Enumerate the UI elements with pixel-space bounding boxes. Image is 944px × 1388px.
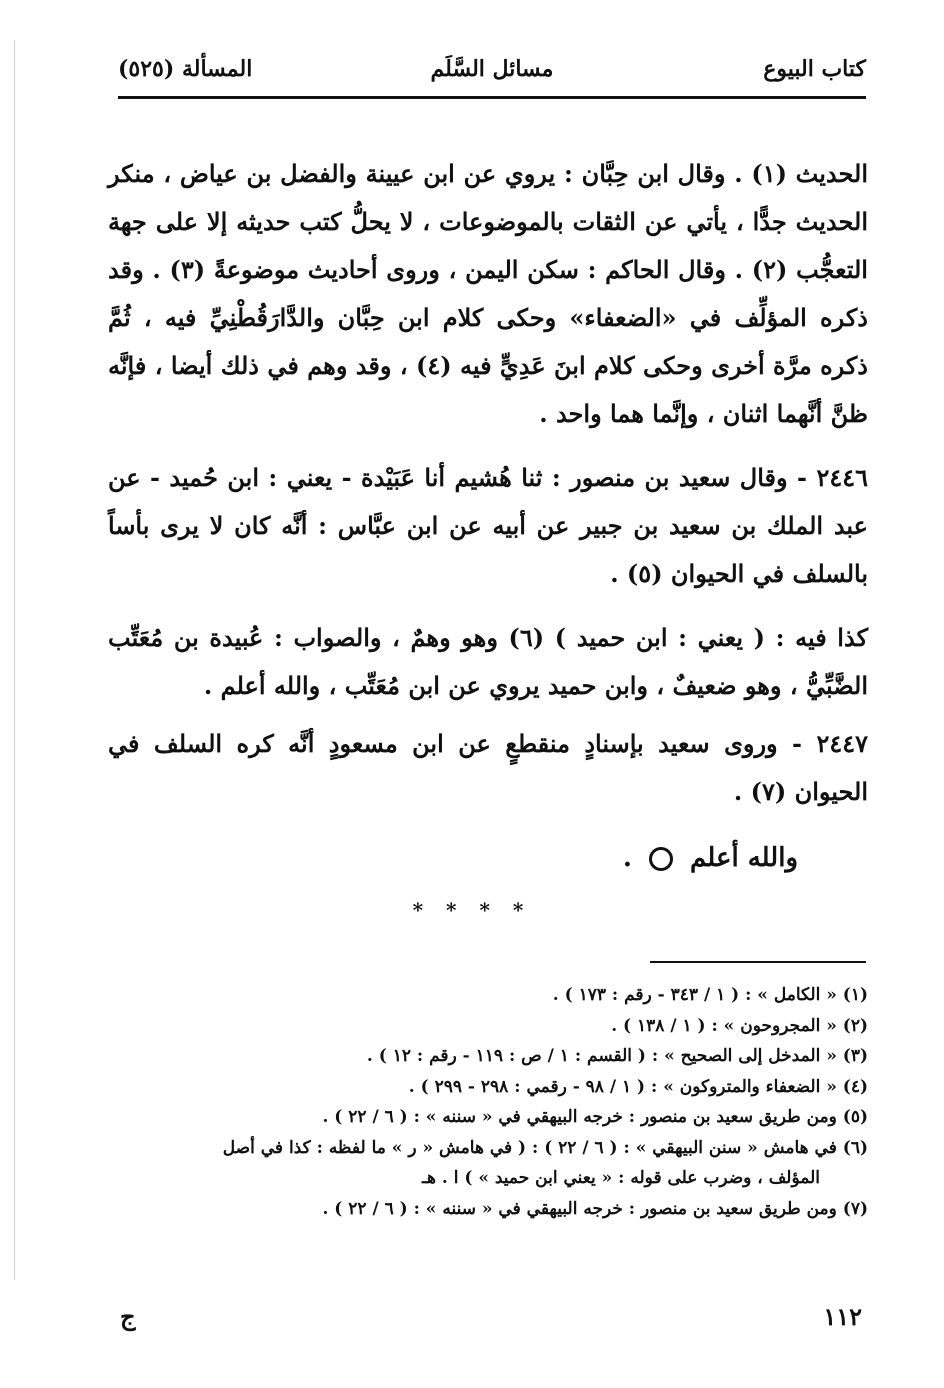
main-text <box>108 150 868 882</box>
footnote-6-continued: المؤلف ، وضرب على قوله : « يعني ابن حميد » ) ا . هـ <box>422 1168 820 1188</box>
header-issue-label: المسألة (٥٢٥) <box>118 56 253 82</box>
footnote-rule <box>650 961 866 963</box>
footnote-5: (٥) ومن طريق سعيد بن منصور : خرجه البيهقي في « سننه » : ( ٦ / ٢٢ ) . <box>322 1107 868 1127</box>
paragraph-continuation: الحديث (١) . وقال ابن حِبَّان : يروي عن ابن عيينة والفضل بن عياض ، منكر الحديث جدًّا ، يأتي عن الثقات بالموضوعات ، لا يحلُّ كتب حديثه إلا على جهة التعجُّب (٢) . وقال الحاكم : سكن اليمن ، وروى أحاديث موضوعةً (٣) . وقد ذكره المؤلِّف في «الضعفاء» وحكى كلام ابن حِبَّان والدَّارَقُطْنِيِّ فيه ، ثُمَّ ذكره مرَّة أخرى وحكى كلام ابنَ عَدِيٍّ فيه (٤) ، وقد وهم في ذلك أيضا ، فإنَّه ظنَّ أنَّهما اثنان ، وإنَّما هما واحد . <box>108 159 868 428</box>
footnote-7: (٧) ومن طريق سعيد بن منصور : خرجه البيهقي في « سننه » : ( ٦ / ٢٢ ) . <box>322 1198 868 1219</box>
footnotes <box>108 980 868 1224</box>
footnote-4: (٤) « الضعفاء والمتروكون » : ( ١ / ٩٨ - رقمي : ٢٩٨ - ٢٩٩ ) . <box>408 1076 868 1097</box>
circle-end-icon <box>649 847 673 871</box>
header-book-title: كتاب البيوع <box>763 56 866 82</box>
page-edge-line <box>14 40 15 1280</box>
paragraph-2446: ٢٤٤٦ - وقال سعيد بن منصور : ثنا هُشيم أنا عَبَيْدة - يعني : ابن حُميد - عن عبد الملك بن سعيد بن جبير عن أبيه عن ابن عبَّاس : أنَّه كان لا يرى بأساً بالسلف في الحيوان (٥) . <box>108 463 868 588</box>
closing-text: والله أعلم <box>690 843 798 873</box>
page-number: ١١٢ <box>823 1302 862 1331</box>
header-chapter-title: مسائل السَّلَم <box>430 56 554 82</box>
running-header <box>118 48 866 88</box>
closing-period: . <box>622 843 632 873</box>
header-rule <box>118 96 866 99</box>
footnote-1: (١) « الكامل » : ( ١ / ٣٤٣ - رقم : ١٧٣ ) . <box>552 985 868 1005</box>
closing-line <box>108 834 868 882</box>
signature-mark: ج <box>120 1302 136 1331</box>
footnote-3: (٣) « المدخل إلى الصحيح » : ( القسم : ١ / ص : ١١٩ - رقم : ١٢ ) . <box>366 1046 868 1066</box>
footnote-2: (٢) « المجروحون » : ( ١ / ١٣٨ ) . <box>611 1015 868 1036</box>
paragraph-2447: ٢٤٤٧ - وروى سعيد بإسنادٍ منقطعٍ عن ابن مسعودٍ أنَّه كره السلف في الحيوان (٧) . <box>108 729 868 806</box>
footnote-6: (٦) في هامش « سنن البيهقي » : ( ٦ / ٢٢ ) : ( في هامش « ر » ما لفظه : كذا في أصل <box>222 1137 868 1158</box>
paragraph-commentary: كذا فيه : ( يعني : ابن حميد ) (٦) وهو وهمٌ ، والصواب : عُبيدة بن مُعَتِّب الضَّبِّيُّ ، وهو ضعيفٌ ، وابن حميد يروي عن ابن مُعَتِّب ، والله أعلم . <box>108 623 868 700</box>
section-separator: * * * * <box>412 898 532 922</box>
